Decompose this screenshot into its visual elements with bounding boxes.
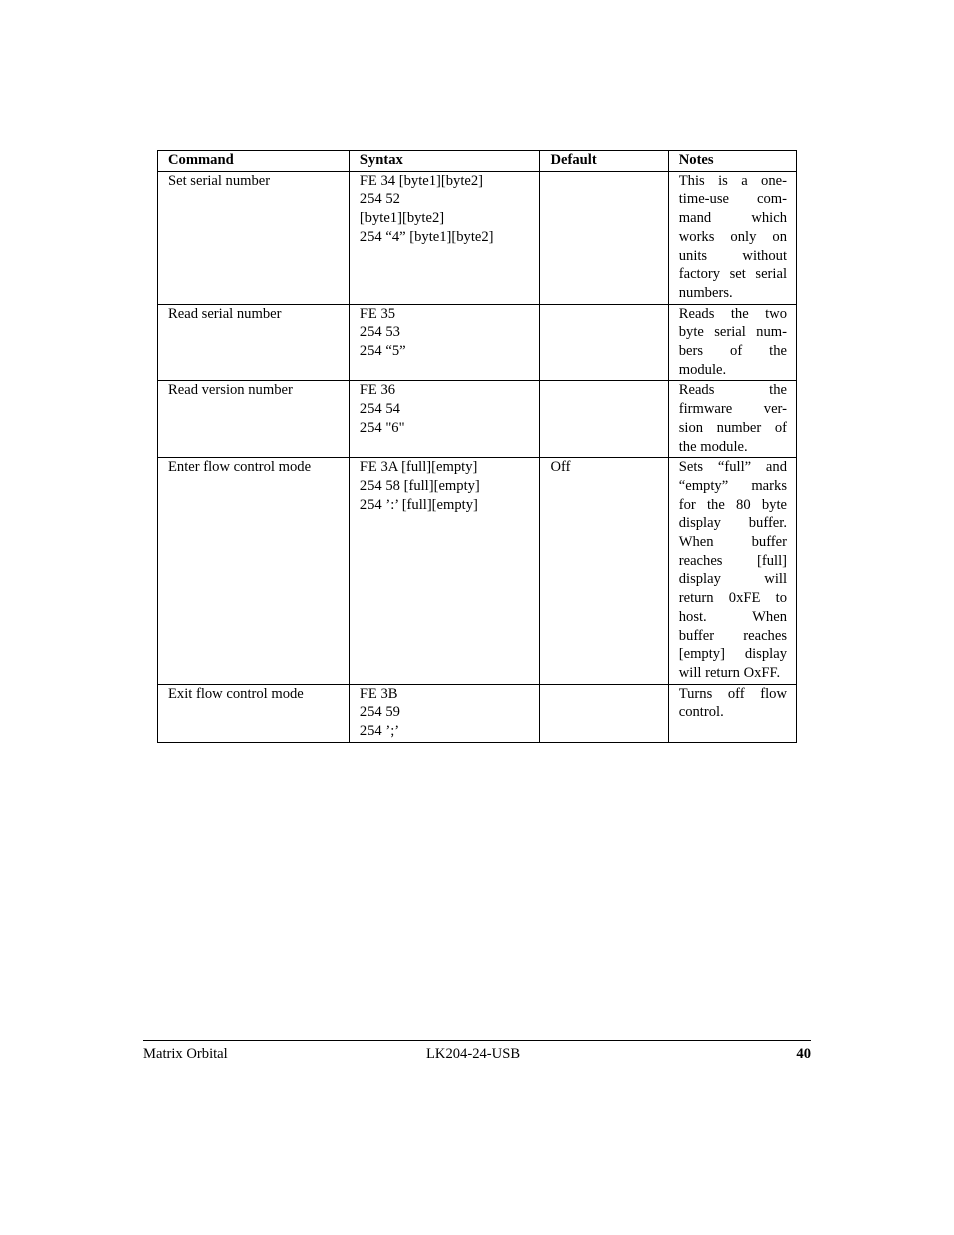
notes-line: return 0xFE to <box>678 590 787 607</box>
table-row <box>158 304 797 381</box>
syntax-line: [byte1][byte2] <box>359 210 445 227</box>
header-command: Command <box>158 151 350 172</box>
command-cell: Read version number <box>158 381 350 458</box>
notes-line: “empty” marks <box>678 477 787 494</box>
notes-line: units without <box>678 247 787 264</box>
notes-line: works only on <box>678 228 787 245</box>
notes-line: Sets “full” and <box>678 459 787 476</box>
notes-line: will return OxFF. <box>678 664 781 681</box>
default-cell <box>540 304 668 381</box>
syntax-cell <box>349 684 540 742</box>
notes-line: display buffer. <box>678 515 787 532</box>
notes-line: buffer reaches <box>678 627 787 644</box>
notes-line: bers of the <box>678 343 787 360</box>
table-header-row <box>158 151 797 172</box>
notes-line: time-use com- <box>678 191 787 208</box>
notes-line: numbers. <box>678 284 733 301</box>
notes-line: firmware ver- <box>678 401 787 418</box>
notes-line: Reads the two <box>678 305 787 322</box>
table-row <box>158 171 797 304</box>
notes-line: Reads the <box>678 382 787 399</box>
syntax-line: 254 58 [full][empty] <box>359 477 480 494</box>
default-cell <box>540 684 668 742</box>
footer-product: LK204-24-USB <box>426 1046 521 1062</box>
notes-line: When buffer <box>678 534 787 551</box>
default-cell: Off <box>540 458 668 684</box>
notes-line: Turns off flow <box>678 685 787 702</box>
default-cell <box>540 381 668 458</box>
syntax-line: FE 3B <box>359 685 398 702</box>
syntax-line: 254 53 <box>359 324 400 341</box>
header-syntax: Syntax <box>349 151 540 172</box>
syntax-line: 254 59 <box>359 704 400 721</box>
table-row <box>158 381 797 458</box>
syntax-cell <box>349 171 540 304</box>
command-table <box>157 150 797 743</box>
notes-cell <box>668 381 796 458</box>
command-cell: Enter flow control mode <box>158 458 350 684</box>
table-row <box>158 684 797 742</box>
notes-line: host. When <box>678 608 787 625</box>
header-notes: Notes <box>668 151 796 172</box>
syntax-line: 254 52 <box>359 191 400 208</box>
notes-cell <box>668 684 796 742</box>
notes-line: reaches [full] <box>678 552 787 569</box>
syntax-line: FE 35 <box>359 305 396 322</box>
notes-line: display will <box>678 571 787 588</box>
syntax-cell <box>349 458 540 684</box>
notes-line: sion number of <box>678 419 787 436</box>
notes-line: for the 80 byte <box>678 496 787 513</box>
table-body <box>158 171 797 742</box>
syntax-line: 254 ’;’ <box>359 723 400 740</box>
syntax-cell <box>349 304 540 381</box>
header-default: Default <box>540 151 668 172</box>
syntax-line: FE 36 <box>359 382 396 399</box>
table-row <box>158 458 797 684</box>
syntax-line: FE 34 [byte1][byte2] <box>359 172 484 189</box>
footer-page-number: 40 <box>796 1046 811 1062</box>
syntax-line: FE 3A [full][empty] <box>359 459 478 476</box>
notes-line: mand which <box>678 210 787 227</box>
default-cell <box>540 171 668 304</box>
notes-line: [empty] display <box>678 646 787 663</box>
notes-line: This is a one- <box>678 172 787 189</box>
notes-line: factory set serial <box>678 266 787 283</box>
footer-rule <box>143 1040 811 1041</box>
command-cell: Exit flow control mode <box>158 684 350 742</box>
notes-line: byte serial num- <box>678 324 787 341</box>
syntax-line: 254 “5” <box>359 343 406 360</box>
notes-cell <box>668 458 796 684</box>
notes-line: the module. <box>678 438 748 455</box>
syntax-line: 254 ’:’ [full][empty] <box>359 496 478 513</box>
command-cell: Read serial number <box>158 304 350 381</box>
syntax-line: 254 54 <box>359 401 400 418</box>
syntax-line: 254 "6" <box>359 419 405 436</box>
footer-company: Matrix Orbital <box>143 1046 228 1062</box>
notes-line: control. <box>678 704 724 721</box>
syntax-line: 254 “4” [byte1][byte2] <box>359 228 494 245</box>
command-cell: Set serial number <box>158 171 350 304</box>
syntax-cell <box>349 381 540 458</box>
notes-cell <box>668 304 796 381</box>
notes-line: module. <box>678 361 727 378</box>
notes-cell <box>668 171 796 304</box>
